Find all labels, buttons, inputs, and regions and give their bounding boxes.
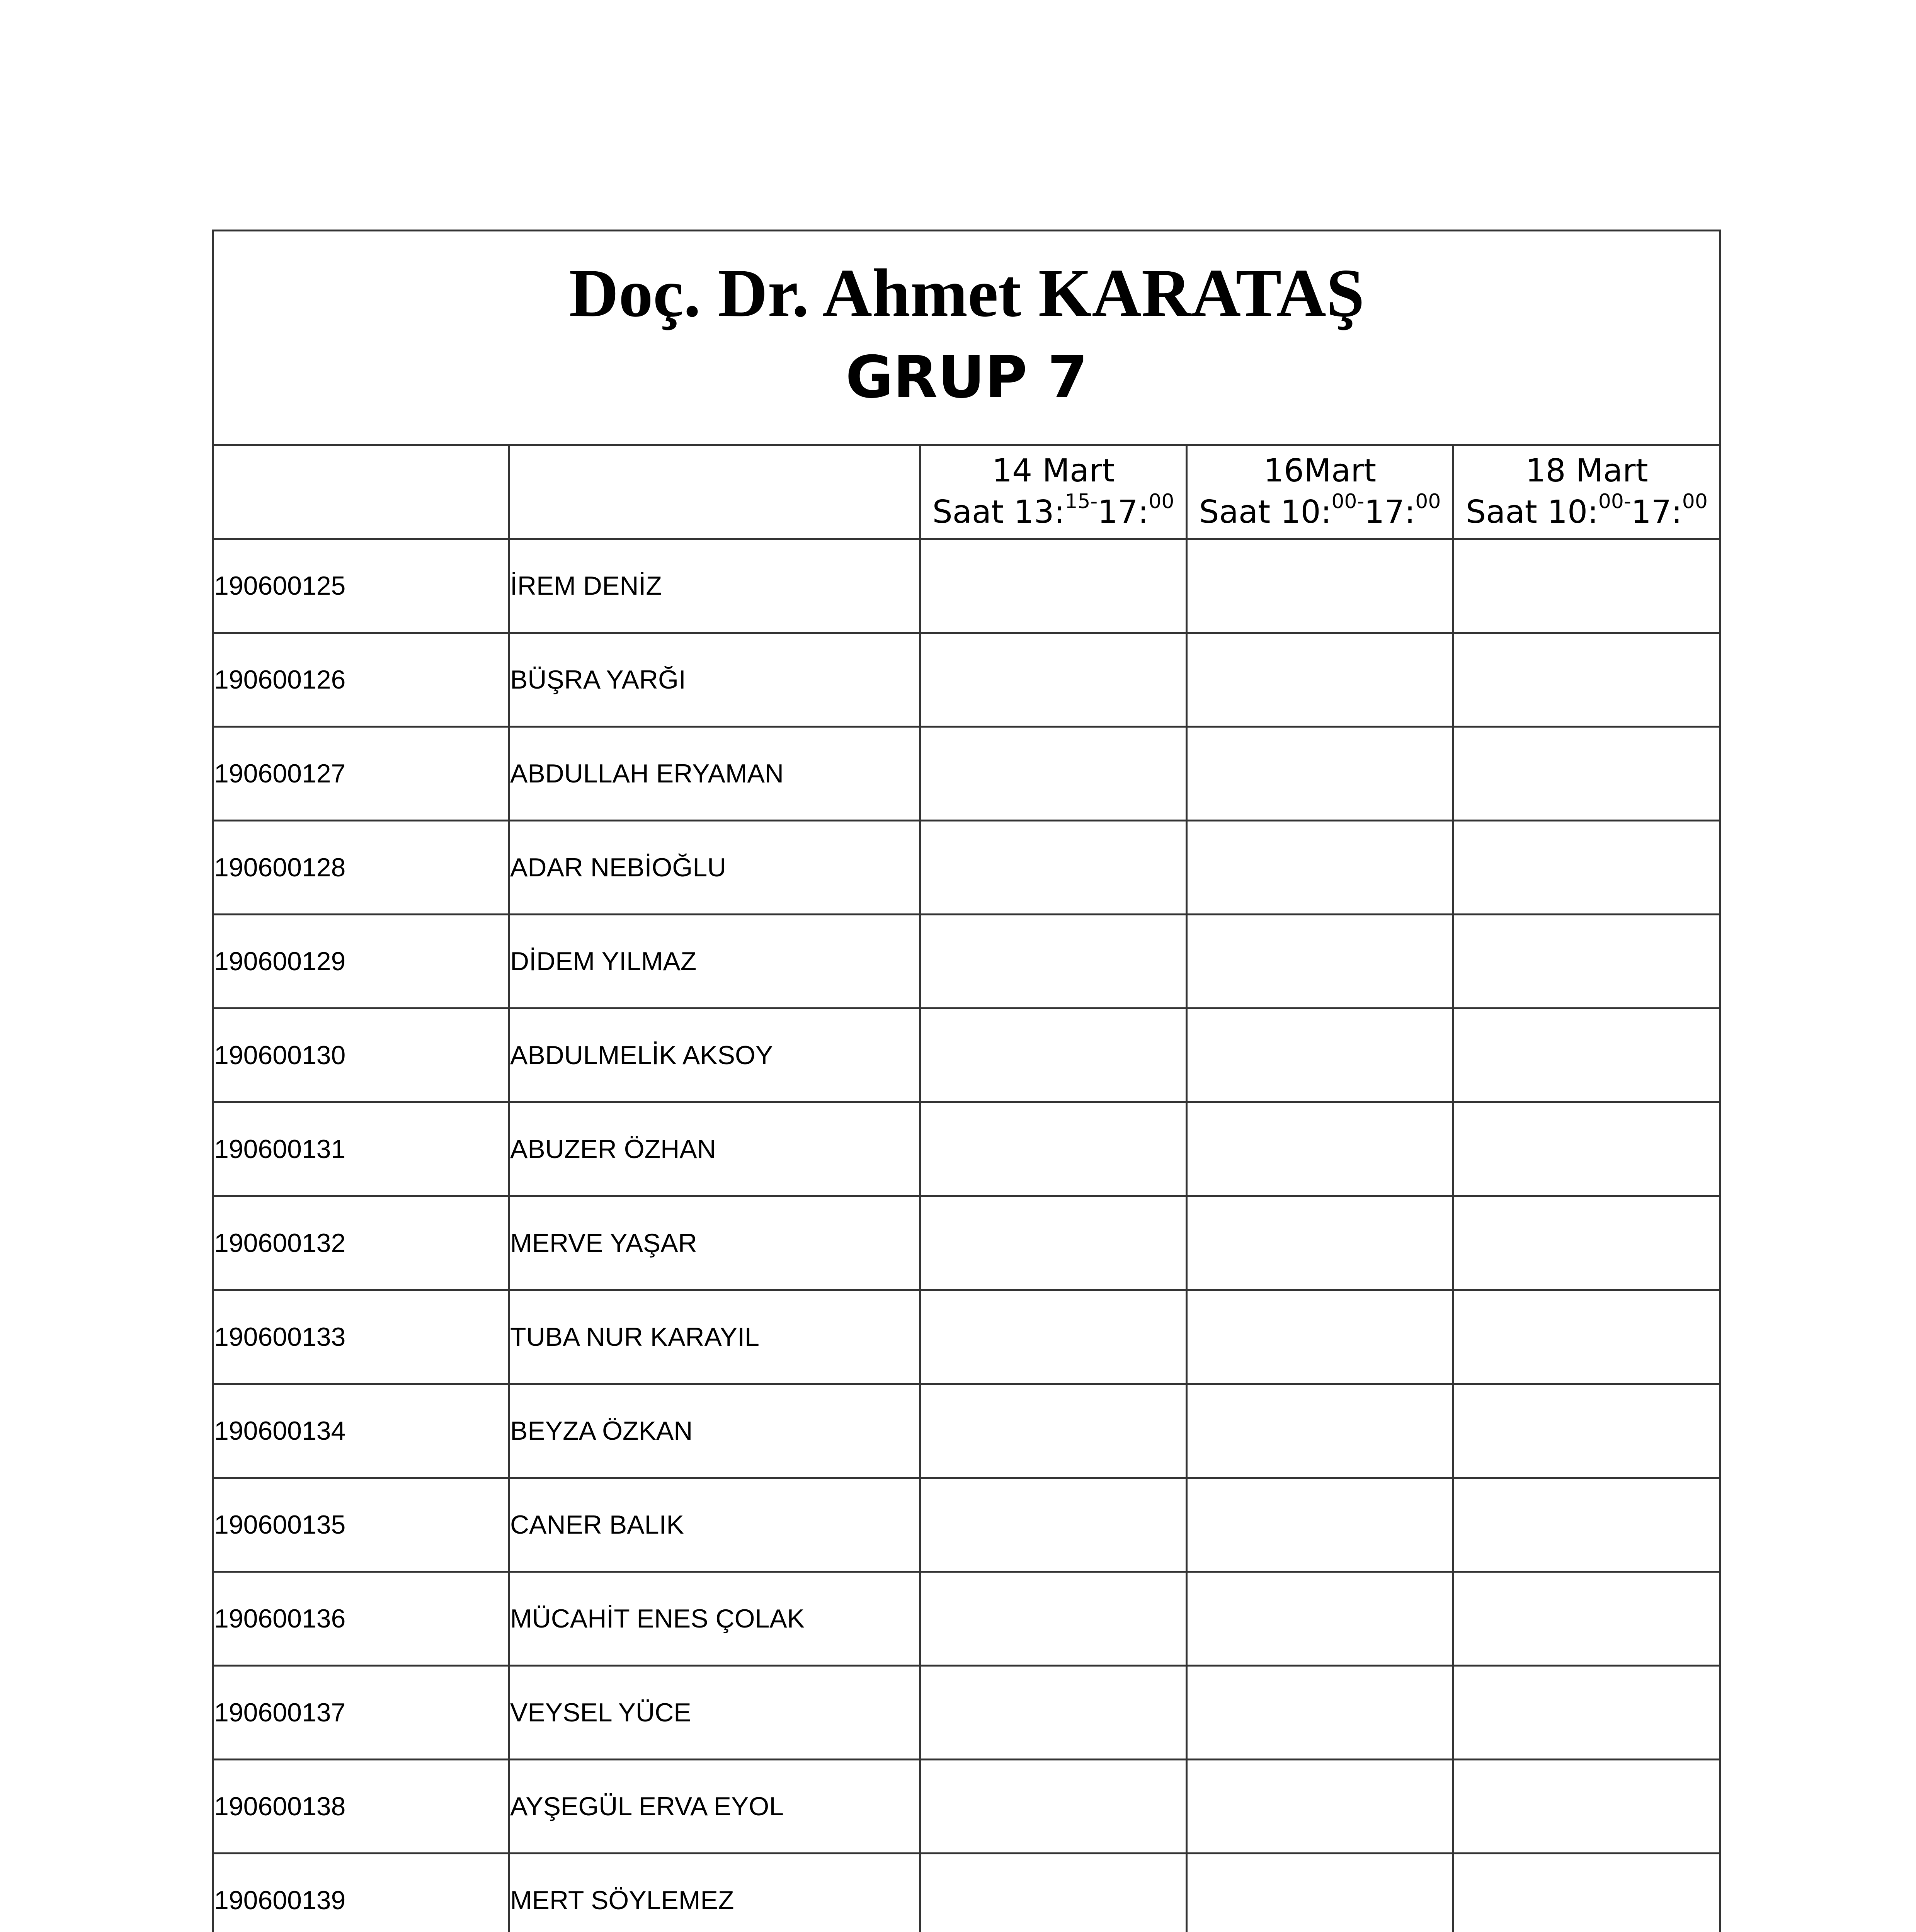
session-time: Saat 10:$^{00-}$17:$^{00}$ <box>1466 490 1708 531</box>
session-header <box>1187 445 1453 539</box>
attendance-cell[interactable] <box>1187 1102 1453 1196</box>
attendance-cell[interactable] <box>1453 727 1720 821</box>
student-name: ABDULLAH ERYAMAN <box>509 727 920 821</box>
attendance-cell[interactable] <box>920 1760 1187 1854</box>
student-name: TUBA NUR KARAYIL <box>509 1290 920 1384</box>
session-date: 14 Mart <box>992 452 1115 490</box>
instructor-title: Doç. Dr. Ahmet KARATAŞ <box>569 255 1365 332</box>
attendance-cell[interactable] <box>920 1478 1187 1572</box>
session-header <box>1453 445 1720 539</box>
attendance-cell[interactable] <box>1453 1102 1720 1196</box>
attendance-cell[interactable] <box>920 727 1187 821</box>
table-row <box>213 1102 1720 1196</box>
student-name: BEYZA ÖZKAN <box>509 1384 920 1478</box>
attendance-cell[interactable] <box>1187 1196 1453 1290</box>
attendance-cell[interactable] <box>1453 1572 1720 1666</box>
attendance-cell[interactable] <box>1187 1666 1453 1760</box>
student-name: VEYSEL YÜCE <box>509 1666 920 1760</box>
student-id: 190600132 <box>213 1196 509 1290</box>
student-id: 190600138 <box>213 1760 509 1854</box>
attendance-cell[interactable] <box>1187 1384 1453 1478</box>
student-name: ADAR NEBİOĞLU <box>509 821 920 915</box>
student-id: 190600137 <box>213 1666 509 1760</box>
header-row <box>213 445 1720 539</box>
student-id: 190600129 <box>213 915 509 1009</box>
student-id: 190600130 <box>213 1009 509 1102</box>
student-id: 190600136 <box>213 1572 509 1666</box>
table-row <box>213 1854 1720 1932</box>
title-cell <box>213 231 1720 445</box>
table-row <box>213 1290 1720 1384</box>
attendance-cell[interactable] <box>1187 727 1453 821</box>
session-date: 16Mart <box>1263 452 1377 490</box>
attendance-cell[interactable] <box>920 1290 1187 1384</box>
session-header <box>920 445 1187 539</box>
attendance-cell[interactable] <box>1187 915 1453 1009</box>
attendance-cell[interactable] <box>1187 1478 1453 1572</box>
session-time: Saat 13:$^{15-}$17:$^{00}$ <box>932 490 1174 531</box>
attendance-cell[interactable] <box>1453 1666 1720 1760</box>
student-id: 190600125 <box>213 539 509 633</box>
attendance-cell[interactable] <box>920 1854 1187 1932</box>
session-date: 18 Mart <box>1525 452 1648 490</box>
table-row <box>213 633 1720 727</box>
student-id: 190600128 <box>213 821 509 915</box>
student-id: 190600134 <box>213 1384 509 1478</box>
student-name: ABUZER ÖZHAN <box>509 1102 920 1196</box>
attendance-cell[interactable] <box>920 821 1187 915</box>
student-name: AYŞEGÜL ERVA EYOL <box>509 1760 920 1854</box>
table-row <box>213 1196 1720 1290</box>
attendance-cell[interactable] <box>920 1384 1187 1478</box>
group-title: GRUP 7 <box>846 344 1088 411</box>
header-id-cell <box>213 445 509 539</box>
table-row <box>213 1478 1720 1572</box>
student-name: CANER BALIK <box>509 1478 920 1572</box>
attendance-cell[interactable] <box>1453 1009 1720 1102</box>
attendance-cell[interactable] <box>1453 821 1720 915</box>
student-name: ABDULMELİK AKSOY <box>509 1009 920 1102</box>
student-id: 190600131 <box>213 1102 509 1196</box>
attendance-cell[interactable] <box>1453 1854 1720 1932</box>
attendance-cell[interactable] <box>1453 539 1720 633</box>
attendance-cell[interactable] <box>1453 1478 1720 1572</box>
attendance-table <box>212 230 1721 1932</box>
attendance-cell[interactable] <box>1453 1760 1720 1854</box>
attendance-cell[interactable] <box>1187 821 1453 915</box>
table-row <box>213 539 1720 633</box>
table-row <box>213 821 1720 915</box>
table-row <box>213 1384 1720 1478</box>
attendance-cell[interactable] <box>1453 915 1720 1009</box>
attendance-cell[interactable] <box>1453 1384 1720 1478</box>
attendance-cell[interactable] <box>1453 1290 1720 1384</box>
attendance-cell[interactable] <box>1187 633 1453 727</box>
table-row <box>213 727 1720 821</box>
attendance-cell[interactable] <box>1187 539 1453 633</box>
table-row <box>213 1572 1720 1666</box>
student-name: MÜCAHİT ENES ÇOLAK <box>509 1572 920 1666</box>
attendance-cell[interactable] <box>1187 1572 1453 1666</box>
table-row <box>213 1666 1720 1760</box>
attendance-cell[interactable] <box>920 539 1187 633</box>
attendance-cell[interactable] <box>920 1666 1187 1760</box>
student-id: 190600135 <box>213 1478 509 1572</box>
table-row <box>213 915 1720 1009</box>
attendance-cell[interactable] <box>920 1196 1187 1290</box>
table-row <box>213 1009 1720 1102</box>
attendance-cell[interactable] <box>920 1009 1187 1102</box>
student-name: DİDEM YILMAZ <box>509 915 920 1009</box>
attendance-cell[interactable] <box>920 633 1187 727</box>
student-id: 190600127 <box>213 727 509 821</box>
attendance-cell[interactable] <box>1453 1196 1720 1290</box>
table-row <box>213 1760 1720 1854</box>
student-id: 190600126 <box>213 633 509 727</box>
attendance-cell[interactable] <box>920 915 1187 1009</box>
header-name-cell <box>509 445 920 539</box>
attendance-cell[interactable] <box>920 1572 1187 1666</box>
student-id: 190600139 <box>213 1854 509 1932</box>
student-name: BÜŞRA YARĞI <box>509 633 920 727</box>
attendance-cell[interactable] <box>1453 633 1720 727</box>
attendance-cell[interactable] <box>1187 1760 1453 1854</box>
student-id: 190600133 <box>213 1290 509 1384</box>
attendance-cell[interactable] <box>920 1102 1187 1196</box>
session-time: Saat 10:$^{00-}$17:$^{00}$ <box>1199 490 1441 531</box>
student-name: İREM DENİZ <box>509 539 920 633</box>
student-name: MERVE YAŞAR <box>509 1196 920 1290</box>
student-name: MERT SÖYLEMEZ <box>509 1854 920 1932</box>
attendance-cell[interactable] <box>1187 1290 1453 1384</box>
attendance-cell[interactable] <box>1187 1009 1453 1102</box>
attendance-cell[interactable] <box>1187 1854 1453 1932</box>
